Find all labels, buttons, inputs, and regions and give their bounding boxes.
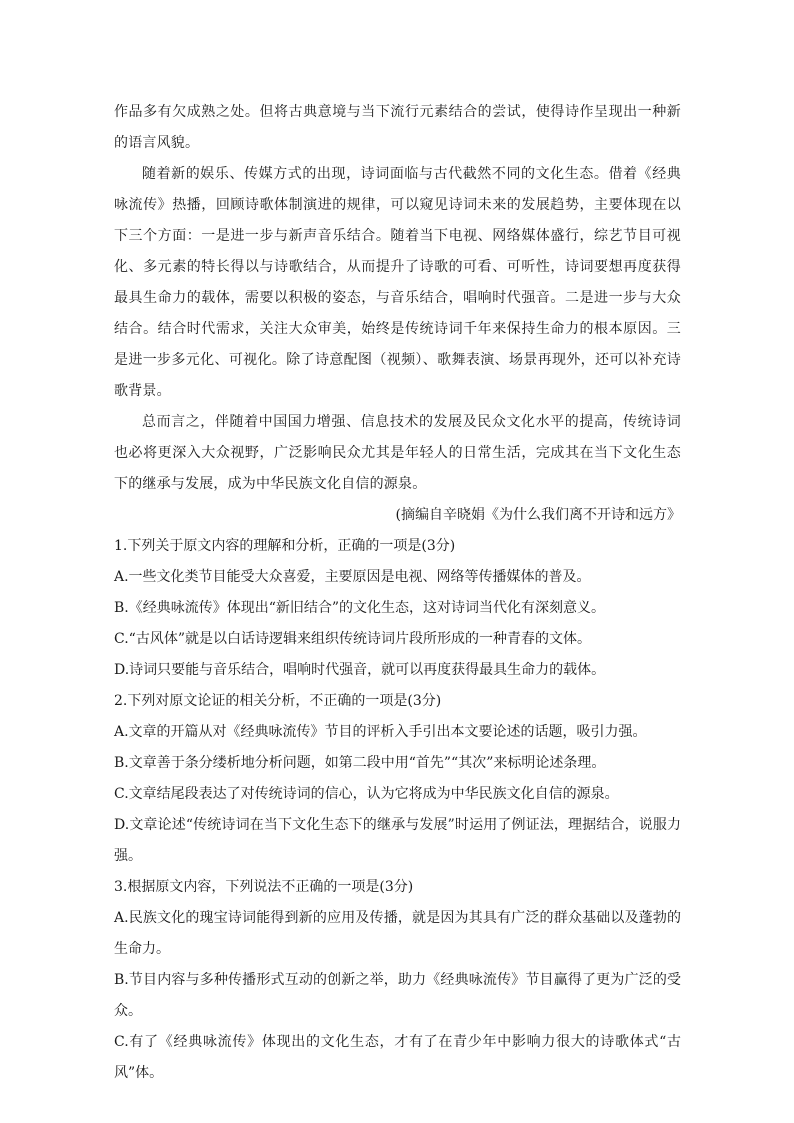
question-stem: 2.下列对原文论证的相关分析，不正确的一项是(3分) — [114, 693, 442, 709]
option-b: B.文章善于条分缕析地分析问题，如第二段中用“首先”“其次”来标明论述条理。 — [114, 755, 606, 771]
option-b: B.《经典咏流传》体现出“新旧结合”的文化生态，这对诗词当代化有深刻意义。 — [114, 600, 606, 616]
question-stem: 1.下列关于原文内容的理解和分析，正确的一项是(3分) — [114, 538, 456, 554]
document-page — [114, 97, 681, 1089]
question-stem: 3.根据原文内容，下列说法不正确的一项是(3分) — [114, 879, 414, 895]
question-1 — [114, 531, 681, 686]
option-c: C.“古风体”就是以白话诗逻辑来组织传统诗词片段所形成的一种青春的文体。 — [114, 631, 591, 647]
option-c: C.文章结尾段表达了对传统诗词的信心，认为它将成为中华民族文化自信的源泉。 — [114, 786, 619, 802]
passage-paragraph-2: 随着新的娱乐、传媒方式的出现，诗词面临与古代截然不同的文化生态。借着《经典咏流传》热播，回顾诗歌体制演进的规律，可以窥见诗词未来的发展趋势，主要体现在以下三个方面：一是进一步与新声音乐结合。随着当下电视、网络媒体盛行，综艺节目可视化、多元素的特长得以与诗歌结合，从而提升了诗歌的可看、可听性，诗词要想再度获得最具生命力的载体，需要以积极的姿态，与音乐结合，唱响时代强音。二是进一步与大众结合。结合时代需求，关注大众审美，始终是传统诗词千年来保持生命力的根本原因。三是进一步多元化、可视化。除了诗意配图（视频）、歌舞表演、场景再现外，还可以补充诗歌背景。 — [114, 166, 681, 399]
passage-source: (摘编自辛晓娟《为什么我们离不开诗和远方》 — [395, 507, 681, 523]
option-c: C.有了《经典咏流传》体现出的文化生态，才有了在青少年中影响力很大的诗歌体式“古风”体。 — [114, 1034, 681, 1081]
passage-paragraph-3: 总而言之，伴随着中国国力增强、信息技术的发展及民众文化水平的提高，传统诗词也必将更深入大众视野，广泛影响民众尤其是年轻人的日常生活，完成其在当下文化生态下的继承与发展，成为中华民族文化自信的源泉。 — [114, 414, 681, 492]
question-3 — [114, 872, 681, 1089]
option-d: D.诗词只要能与音乐结合，唱响时代强音，就可以再度获得最具生命力的载体。 — [114, 662, 606, 678]
question-2 — [114, 686, 681, 872]
option-a: A.一些文化类节目能受大众喜爱，主要原因是电视、网络等传播媒体的普及。 — [114, 569, 591, 585]
option-b: B.节目内容与多种传播形式互动的创新之举，助力《经典咏流传》节目赢得了更为广泛的受众。 — [114, 972, 681, 1019]
option-a: A.民族文化的瑰宝诗词能得到新的应用及传播，就是因为其具有广泛的群众基础以及蓬勃的生命力。 — [114, 910, 681, 957]
option-d: D.文章论述“传统诗词在当下文化生态下的继承与发展”时运用了例证法，理据结合，说服力强。 — [114, 817, 681, 864]
passage-paragraph-1: 作品多有欠成熟之处。但将古典意境与当下流行元素结合的尝试，使得诗作呈现出一种新的语言风貌。 — [114, 104, 681, 151]
option-a: A.文章的开篇从对《经典咏流传》节目的评析入手引出本文要论述的话题，吸引力强。 — [114, 724, 647, 740]
